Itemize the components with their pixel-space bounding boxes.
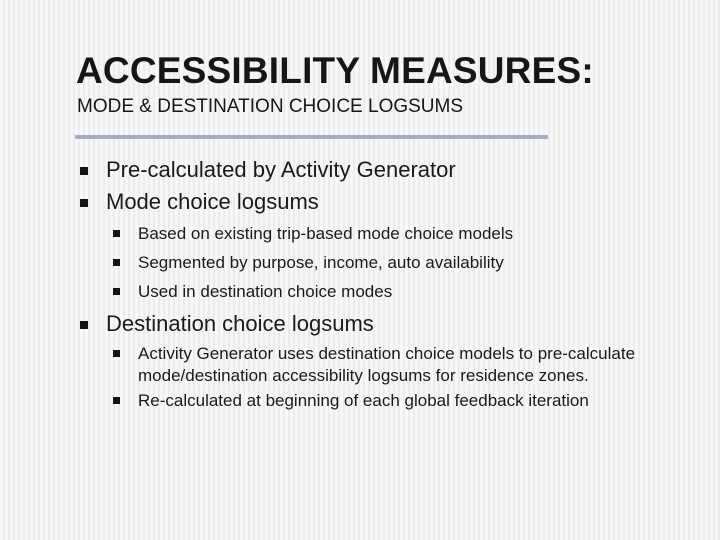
- sub-bullet-item: [113, 390, 589, 412]
- sub-bullet-line: Activity Generator uses destination choice models to pre-calculate: [138, 344, 636, 363]
- sub-bullet-item: [113, 252, 504, 274]
- sub-bullet-text: [138, 343, 635, 387]
- bullet-text: Pre-calculated by Activity Generator: [106, 157, 456, 182]
- slide-subtitle: MODE & DESTINATION CHOICE LOGSUMS: [77, 96, 464, 117]
- bullet-text: Mode choice logsums: [106, 189, 319, 214]
- sub-bullet-line: mode/destination accessibility logsums for residence zones.: [138, 366, 589, 385]
- square-bullet-icon: [113, 350, 120, 357]
- sub-bullet-item: [113, 223, 513, 245]
- slide-title: ACCESSIBILITY MEASURES:: [76, 50, 594, 91]
- sub-bullet-text: Used in destination choice modes: [138, 282, 393, 301]
- title-divider: [75, 135, 548, 139]
- bullet-item: [80, 309, 374, 339]
- square-bullet-icon: [113, 259, 120, 266]
- sub-bullet-text: Re-calculated at beginning of each global feedback iteration: [138, 391, 589, 410]
- bullet-text: Destination choice logsums: [106, 311, 374, 336]
- sub-bullet-item: [113, 281, 392, 303]
- sub-bullet-item: [113, 343, 635, 387]
- bullet-item: [80, 187, 319, 217]
- square-bullet-icon: [80, 199, 88, 207]
- square-bullet-icon: [113, 230, 120, 237]
- square-bullet-icon: [80, 321, 88, 329]
- sub-bullet-text: Segmented by purpose, income, auto availability: [138, 253, 504, 272]
- square-bullet-icon: [80, 167, 88, 175]
- sub-bullet-text: Based on existing trip-based mode choice models: [138, 224, 514, 243]
- square-bullet-icon: [113, 397, 120, 404]
- square-bullet-icon: [113, 288, 120, 295]
- bullet-item: [80, 155, 456, 185]
